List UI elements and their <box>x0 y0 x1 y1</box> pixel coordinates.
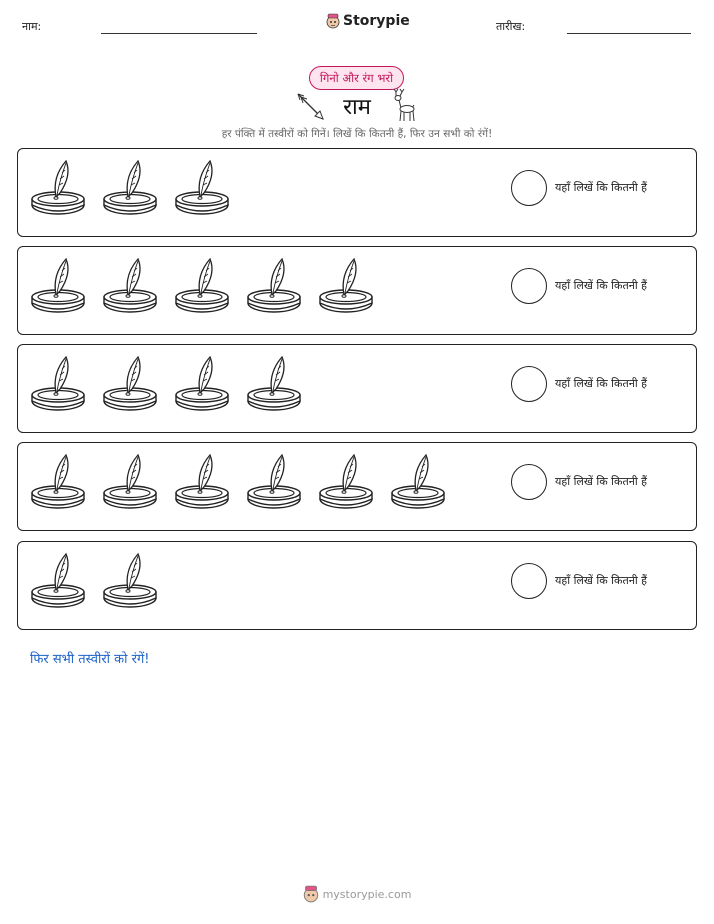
feather-inkpot-icon <box>30 159 90 223</box>
row-items <box>30 159 234 223</box>
feather-inkpot-icon <box>102 257 162 321</box>
row-items <box>30 355 306 419</box>
answer-circle[interactable] <box>511 366 547 402</box>
date-label: तारीख: <box>496 20 526 33</box>
answer-circle[interactable] <box>511 268 547 304</box>
brand-name: Storypie <box>343 13 410 29</box>
row-items <box>30 552 162 616</box>
answer-prompt: यहाँ लिखें कि कितनी हैं <box>555 475 648 488</box>
answer-prompt: यहाँ लिखें कि कितनी हैं <box>555 377 648 390</box>
counting-row <box>17 344 697 433</box>
name-field[interactable] <box>101 33 257 34</box>
answer-prompt: यहाँ लिखें कि कितनी हैं <box>555 279 648 292</box>
brand-logo <box>326 13 410 29</box>
feather-inkpot-icon <box>30 552 90 616</box>
feather-inkpot-icon <box>174 257 234 321</box>
feather-inkpot-icon <box>174 355 234 419</box>
date-field[interactable] <box>567 33 691 34</box>
answer-prompt: यहाँ लिखें कि कितनी हैं <box>555 181 648 194</box>
feather-inkpot-icon <box>318 257 378 321</box>
deer-icon <box>388 88 418 124</box>
storypie-mascot-icon <box>326 13 340 29</box>
feather-inkpot-icon <box>246 355 306 419</box>
answer-circle[interactable] <box>511 464 547 500</box>
answer-circle[interactable] <box>511 563 547 599</box>
feather-inkpot-icon <box>174 453 234 517</box>
feather-inkpot-icon <box>102 552 162 616</box>
instructions: हर पंक्ति में तस्वीरों को गिनें। लिखें कि कितनी हैं, फिर उन सभी को रंगें! <box>221 128 493 140</box>
storypie-mascot-icon <box>303 885 319 903</box>
worksheet-tag: गिनो और रंग भरो <box>309 66 404 90</box>
feather-inkpot-icon <box>174 159 234 223</box>
answer-prompt: यहाँ लिखें कि कितनी हैं <box>555 574 648 587</box>
row-items <box>30 257 378 321</box>
answer-circle[interactable] <box>511 170 547 206</box>
counting-row <box>17 541 697 630</box>
feather-inkpot-icon <box>390 453 450 517</box>
feather-inkpot-icon <box>246 257 306 321</box>
feather-inkpot-icon <box>102 159 162 223</box>
feather-inkpot-icon <box>102 355 162 419</box>
site-footer <box>0 885 714 903</box>
feather-inkpot-icon <box>102 453 162 517</box>
site-url: mystorypie.com <box>322 887 412 901</box>
name-label: नाम: <box>22 20 42 33</box>
counting-row <box>17 442 697 531</box>
counting-row <box>17 246 697 335</box>
row-items <box>30 453 450 517</box>
feather-inkpot-icon <box>246 453 306 517</box>
feather-inkpot-icon <box>30 355 90 419</box>
footer-instruction: फिर सभी तस्वीरों को रंगें! <box>30 652 150 667</box>
feather-inkpot-icon <box>30 257 90 321</box>
feather-inkpot-icon <box>318 453 378 517</box>
feather-inkpot-icon <box>30 453 90 517</box>
worksheet-title: राम <box>343 95 371 120</box>
counting-row <box>17 148 697 237</box>
